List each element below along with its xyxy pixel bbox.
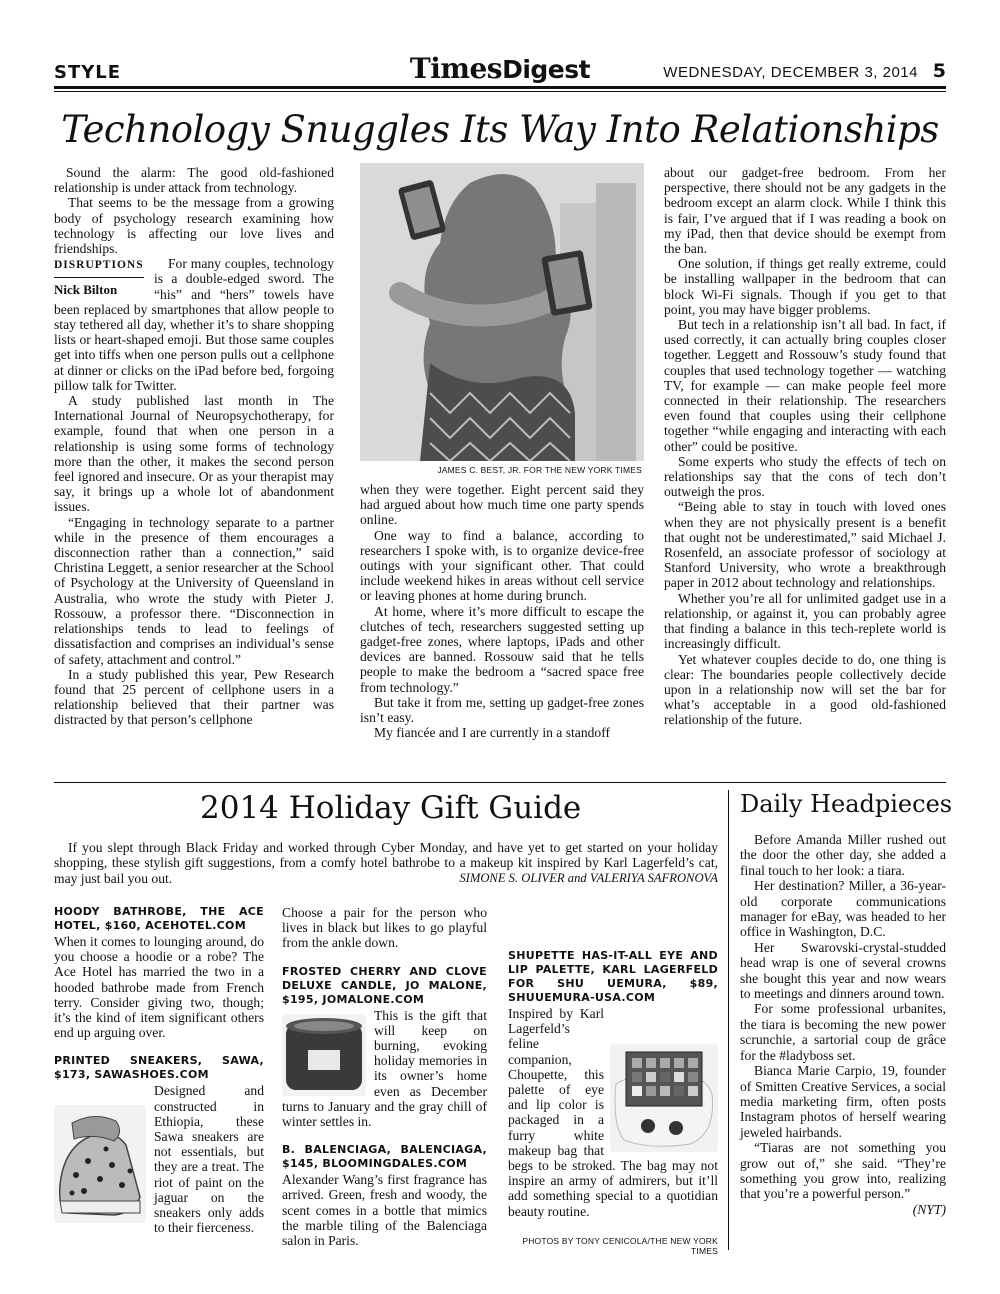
article-paragraph: One way to find a balance, according to researchers I spoke with, is to organize device-free outings with your significant other. That could include weekend hikes in areas without cell service or leaving phones at home during brunch. [360,527,644,604]
article-column-2 [360,482,644,740]
article-paragraph: about our gadget-free bedroom. From her perspective, there should not be any gadgets in the bedroom except an alarm clock. While I think this is fair, I’ve argued that if I was reading a book on my iPad, then that device should be exempt from the ban. [664,165,946,257]
masthead-digest: Digest [502,55,591,84]
headpieces-paragraph: Her destination? Miller, a 36-year-old corporate communications manager for eBay, was headed to her office in Washington, D.C. [740,878,946,940]
article-paragraph: But take it from me, setting up gadget-free zones isn’t easy. [360,694,644,726]
gift-heading: PRINTED SNEAKERS, SAWA, $173, SAWASHOES.COM [54,1054,264,1082]
gift-heading: B. BALENCIAGA, BALENCIAGA, $145, BLOOMINGDALES.COM [282,1143,487,1171]
headpieces-paragraph: “Tiaras are not something you grow out of,” she said. “They’re something you grow into, realizing that you’re a powerful person.” [740,1140,946,1202]
article-paragraph: One solution, if things get really extreme, could be installing wallpaper in the bedroom that can block Wi-Fi signals. Though if you get to that point, you may have bigger problems. [664,256,946,317]
couple-illustration [360,163,644,461]
headpieces-column [740,832,946,1217]
headpieces-title: Daily Headpieces [740,790,953,818]
article-paragraph: Sound the alarm: The good old-fashioned relationship is under attack from technology. [54,165,334,196]
article-column-1 [54,165,334,728]
gift-text: Designed and constructed in Ethiopia, these Sawa sneakers are not essentials, but they are a treat. The riot of paint on the jaguar on the sneakers only adds to their fierceness. [154,1083,264,1236]
article-headline: Technology Snuggles Its Way Into Relationships [61,108,939,151]
sneakers-image [54,1105,146,1223]
headpieces-paragraph: Bianca Marie Carpio, 19, founder of Smitten Creative Services, a social media marketing firm, often posts Instagram photos of herself wearing jeweled hairbands. [740,1063,946,1140]
article-paragraph: “Being able to stay in touch with loved ones when they are not physically present is a benefit that ought not be underestimated,” said Michael J. Rosenfeld, an associate professor of sociology at Stanford University, who wrote a breakthrough paper in 2012 about technology and relationships. [664,499,946,591]
headpieces-paragraph: Her Swarovski-crystal-studded head wrap is one of several crowns she bought this year and now wears to meetings and dinners around town. [740,939,946,1002]
article-paragraph: My fiancée and I are currently in a standoff [374,725,611,741]
article-paragraph: when they were together. Eight percent said they had argued about how much time one party spends online. [360,482,644,528]
article-paragraph: Some experts who study the effects of tech on relationships say that the cons of tech don’t outweigh the pros. [664,453,946,500]
header-rule-thin [54,91,946,92]
gift-heading: HOODY BATHROBE, THE ACE HOTEL, $160, ACEHOTEL.COM [54,905,264,932]
column-divider [728,790,729,1250]
gift-column-1 [54,905,264,1235]
gift-text: Inspired by Karl Lagerfeld’s feline companion, Choupette, this palette of eye and lip color is packaged in a furry white makeup bag that begs to be stroked. The bag may not inspire an army of admirers, but it’ll add something special to a quotidian beauty routine. [508,1006,718,1219]
dateline: WEDNESDAY, DECEMBER 3, 2014 [663,64,918,81]
gift-guide-intro [54,840,718,886]
gift-heading: FROSTED CHERRY AND CLOVE DELUXE CANDLE, JO MALONE, $195, JOMALONE.COM [282,964,487,1006]
page-number: 5 [932,60,946,82]
gift-heading: SHUPETTE HAS-IT-ALL EYE AND LIP PALETTE, KARL LAGERFELD FOR SHU UEMURA, $89, SHUUEMURA-USA.COM [508,949,718,1004]
gift-column-2 [282,905,487,1248]
section-label: STYLE [54,62,122,83]
masthead-logo [390,52,610,85]
candle-image [282,1014,366,1096]
sneaker-icon [54,1105,146,1223]
candle-icon [282,1014,366,1096]
headpieces-paragraph: For some professional urbanites, the tiara is becoming the new power scrunchie, a sartorial coup de grâce for the #ladyboss set. [740,1001,946,1063]
section-divider [54,782,946,783]
gift-column-3 [508,905,718,1219]
byline-author: Nick Bilton [54,282,118,298]
headpieces-credit: (NYT) [912,1201,946,1217]
gift-text: This is the gift that will keep on burning, evoking holiday memories in its owner’s home even as December turns to January and the gray chill of winter settles in. [282,1007,487,1130]
article-paragraph: A study published last month in The International Journal of Neuropsychotherapy, for example, found that when one person in a relationship is using some forms of technology more than the other, it makes the second person feel ignored and insecure. Or as your therapist may say, it brings up a whole lot of abandonment issues. [54,393,334,515]
article-column-3 [664,165,946,728]
illustration-credit: JAMES C. BEST, JR. FOR THE NEW YORK TIMES [437,465,642,475]
gift-photo-credit: PHOTOS BY TONY CENICOLA/THE NEW YORK TIMES [522,1236,718,1256]
article-paragraph: That seems to be the message from a growing body of psychology research examining how technology is affecting our love lives and friendships. [54,195,334,257]
article-paragraph: In a study published this year, Pew Research found that 25 percent of cellphone users in a relationship believed that their partner was distracted by that person’s cellphone [54,666,334,728]
article-paragraph: At home, where it’s more difficult to escape the clutches of tech, researchers suggested setting up gadget-free zones, where laptops, iPads and other devices are banned. Rossouw said that he tells people to make the bedroom a “sacred space free from technology.” [360,603,644,695]
column-kicker: DISRUPTIONS [54,259,144,272]
masthead-times: Times [409,52,503,85]
byline-box [54,258,144,297]
gift-guide-byline: SIMONE S. OLIVER and VALERIYA SAFRONOVA [459,870,718,885]
gift-guide-title: 2014 Holiday Gift Guide [200,790,582,826]
gift-text: When it comes to lounging around, do you choose a hoodie or a robe? The Ace Hotel has married the two in a hooded bathrobe made from French terry. Consider giving two, though; it’s the kind of item significant others end up arguing over. [54,934,264,1041]
byline-rule [54,277,144,278]
article-paragraph: “Engaging in technology separate to a partner while in the presence of them encourages a disconnection rather than a connection,” said Christina Leggett, a senior researcher at the School of Psychology at the University of Queensland in Australia, who wrote the study with Pieter J. Rossouw, a professor there. “Disconnection in relationships tends to lead to feelings of dissatisfaction and comprises an individual’s sense of safety, attachment and control.” [54,514,334,667]
gift-text: Choose a pair for the person who lives in black but likes to go playful from the ankle down. [282,905,487,951]
makeup-palette-image [610,1044,718,1152]
embracing-couple-image [360,163,644,461]
article-paragraph: For many couples, technology is a double-edged sword. The “his” and “hers” towels have been replaced by smartphones that allow people to stay tethered all day, whether it’s to share shopping lists or heart-shaped emoji. But those same couples get into tiffs when one person pulls out a cellphone at dinner or clicks on the iPad before bed, forgoing pillow talk for Twitter. [54,256,334,393]
header-rule [54,86,946,89]
headpieces-paragraph: Before Amanda Miller rushed out the door the other day, she added a final touch to her look: a tiara. [740,832,946,878]
gift-intro-text: If you slept through Black Friday and worked through Cyber Monday, and have yet to get started on your holiday shopping, these stylish gift suggestions, from a comfy hotel bathrobe to a makeup kit inspired by Karl Lagerfeld’s cat, may just bail you out. [54,840,718,886]
article-paragraph: But tech in a relationship isn’t all bad. In fact, if used correctly, it can actually bring couples closer together. Leggett and Rossouw’s study found that couples that used technology together — watching TV, for example — can make people feel more connected in their relationship. The researchers even found that couples using their cellphone together “while engaging and interacting with each other” could be positive. [664,317,946,454]
article-paragraph: Yet whatever couples decide to do, one thing is clear: The boundaries people collectively decide upon in a relationship now will set the bar for what’s acceptable in a good old-fashioned relationship of the future. [664,651,946,728]
article-paragraph: Whether you’re all for unlimited gadget use in a relationship, or against it, you can probably agree that finding a balance in this tech-replete world is increasingly difficult. [664,590,946,652]
gift-text: Alexander Wang’s first fragrance has arrived. Green, fresh and woody, the scent comes in a bottle that mimics the marble tiling of the Balenciaga salon in Paris. [282,1172,487,1249]
palette-icon [610,1044,718,1152]
